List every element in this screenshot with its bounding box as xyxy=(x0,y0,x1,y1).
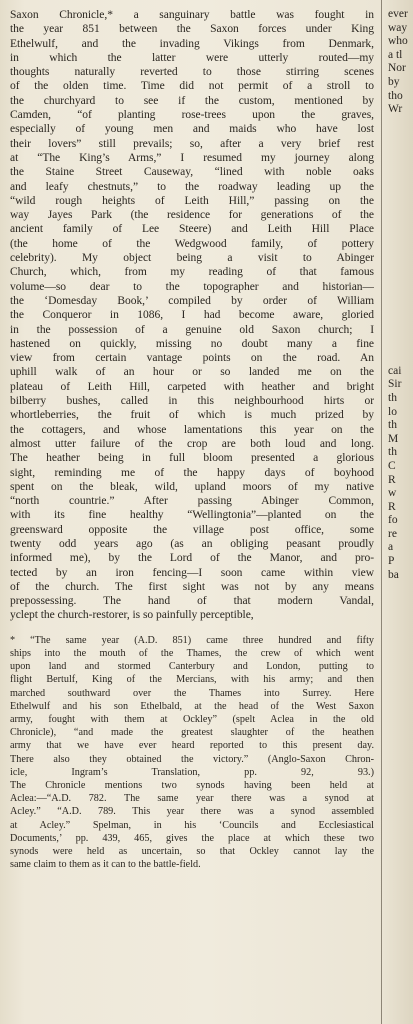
text-line: volume—so dear to the topographer and historian— xyxy=(10,280,374,293)
fragment-line: w xyxy=(388,487,397,500)
fragment-line: cai xyxy=(388,364,402,377)
fragment-line: Nor xyxy=(388,62,406,75)
text-line: almost utter failure of the crop are both loud and long. xyxy=(10,437,374,450)
text-line: uphill walk of an hour or so landed me on the xyxy=(10,366,374,379)
footnote-line: army that we have ever heard reported to this present day. xyxy=(10,740,374,752)
footnote-line: Chronicle), “and made the greatest slaughter of the heathen xyxy=(10,727,374,739)
fragment-line: fo xyxy=(388,514,398,527)
footnote-line: Documents,’ pp. 439, 465, gives the place at which these two xyxy=(10,832,374,844)
text-line: in the possession of a genuine old Saxon church; I xyxy=(10,323,374,336)
text-line: celebrity). My object being a visit to Abinger xyxy=(10,252,374,265)
fragment-line: re xyxy=(388,527,397,540)
text-line: the churchyard to see if the custom, mentioned by xyxy=(10,94,374,107)
text-line: “wild rough heights of Leith Hill,” passing on the xyxy=(10,194,374,207)
text-line: the cottagers, and whose lamentations this year on the xyxy=(10,423,374,436)
fragment-line: th xyxy=(388,419,397,432)
article-body xyxy=(10,8,374,623)
right-fragment-middle xyxy=(388,365,413,583)
adjacent-column-fragment xyxy=(388,8,413,582)
text-line: hastened on quickly, missing no doubt many a fine xyxy=(10,337,374,350)
fragment-line: Sir xyxy=(388,378,402,391)
footnote xyxy=(10,634,374,872)
fragment-line: a xyxy=(388,541,394,554)
text-line: whortleberries, the fruit of which is much prized by xyxy=(10,409,374,422)
fragment-line: R xyxy=(388,473,396,486)
text-line: of the church. The first sight was not by any means xyxy=(10,580,374,593)
text-line: of the olden time. Time did not permit of a stroll to xyxy=(10,80,374,93)
fragment-line: a tl xyxy=(388,48,403,61)
main-column xyxy=(10,8,374,871)
fragment-line: way xyxy=(388,21,408,34)
text-line: in which the latter were utterly routed—my xyxy=(10,51,374,64)
text-line: “north countrie.” After passing Abinger Common, xyxy=(10,495,374,508)
text-line: the year 851 between the Saxon forces under King xyxy=(10,23,374,36)
text-line: the ‘Domesday Book,’ compiled by order of William xyxy=(10,294,374,307)
text-line: Church, which, from my reading of that famous xyxy=(10,266,374,279)
footnote-line: at Acley.” Spelman, in his ‘Councils and Ecclesiastical xyxy=(10,819,374,831)
fragment-line: ever xyxy=(388,8,408,20)
text-line: spent on the bleak, wild, upland moors of my native xyxy=(10,480,374,493)
text-line: bilberry bushes, called in this neighbourhood hirts or xyxy=(10,395,374,408)
footnote-line: army, fought with them at Ockley” (spelt Aclea in the old xyxy=(10,713,374,725)
fragment-line: R xyxy=(388,500,396,513)
text-line: (the home of the Wedgwood family, of pottery xyxy=(10,237,374,250)
fragment-line: P xyxy=(388,555,395,568)
column-rule xyxy=(381,0,382,1024)
text-line: ancient family of Lee Steere) and Leith Hill Place xyxy=(10,223,374,236)
text-line: The heather being in full bloom presented a glorious xyxy=(10,452,374,465)
text-line: thoughts naturally reverted to those stirring scenes xyxy=(10,66,374,79)
text-line: greensward opposite the village post office, some xyxy=(10,523,374,536)
footnote-line: flight Bertulf, King of the Mercians, with his army; and then xyxy=(10,674,374,686)
footnote-line: same claim to them as it can to the battle-field. xyxy=(10,859,201,871)
text-line: sight, reminding me of the happy days of boyhood xyxy=(10,466,374,479)
text-line: plateau of Leith Hill, carpeted with heather and bright xyxy=(10,380,374,393)
right-fragment-gap xyxy=(388,117,413,365)
text-line: and leafy chestnuts,” to the roadway leading up the xyxy=(10,180,374,193)
text-line: way Jayes Park (the residence for generations of the xyxy=(10,209,374,222)
fragment-line: th xyxy=(388,391,397,404)
text-line: the Conqueror in 1086, I had become aware, gloried xyxy=(10,309,374,322)
footnote-line: The Chronicle mentions two synods having been held at xyxy=(10,780,374,791)
text-line: twenty odd years ago (as an obliging peasant proudly xyxy=(10,537,374,550)
footnote-line: upon land and stormed Canterbury and London, putting to xyxy=(10,661,374,673)
fragment-line: th xyxy=(388,446,397,459)
text-line: Ethelwulf, and the invading Vikings from Denmark, xyxy=(10,37,374,50)
footnote-line: Aclea:—“A.D. 782. The same year there was a synod at xyxy=(10,793,374,805)
fragment-line: lo xyxy=(388,405,397,418)
text-line: informed me), by the Lord of the Manor, and pro- xyxy=(10,552,374,565)
fragment-line: tho xyxy=(388,89,403,102)
fragment-line: C xyxy=(388,459,396,472)
text-line: prepossessing. The hand of that modern Vandal, xyxy=(10,595,374,608)
text-line: their lovers” still prevails; so, after a very brief rest xyxy=(10,137,374,150)
footnote-line: There also they obtained the victory.” (Anglo-Saxon Chron- xyxy=(10,753,374,765)
fragment-line: ba xyxy=(388,568,399,581)
fragment-line: by xyxy=(388,75,400,88)
text-line: at “The King’s Arms,” I resumed my journey along xyxy=(10,151,374,164)
text-line: tected by an iron fencing—I soon came within view xyxy=(10,566,374,579)
text-line: the Staine Street Causeway, “lined with noble oaks xyxy=(10,166,374,179)
fragment-line: M xyxy=(388,432,399,445)
footnote-line: Ethelwulf and his son Ethelbald, at the head of the West Saxon xyxy=(10,700,374,712)
text-line: especially of young men and maids who have lost xyxy=(10,123,374,136)
text-line: yclept the church-restorer, is so painfully perceptible, xyxy=(10,609,254,622)
right-fragment-top xyxy=(388,8,413,117)
text-line: view from certain vantage points on the road. An xyxy=(10,352,374,365)
footnote-line: Acley.” “A.D. 789. This year there was a synod assembled xyxy=(10,806,374,818)
text-line: with its fine healthy “Wellingtonia”—planted on the xyxy=(10,509,374,522)
footnote-line: ships into the mouth of the Thames, the crew of which went xyxy=(10,647,374,659)
footnote-line: icle, Ingram’s Translation, pp. 92, 93.) xyxy=(10,766,374,778)
footnote-separator xyxy=(10,629,374,630)
text-line: Camden, “of planting rose-trees upon the graves, xyxy=(10,109,374,122)
text-line: Saxon Chronicle,* a sanguinary battle was fought in xyxy=(10,9,374,21)
fragment-line: Wr xyxy=(388,103,403,116)
footnote-line: * “The same year (A.D. 851) came three hundred and fifty xyxy=(10,634,374,646)
footnote-line: synods were held as uncertain, so that Ockley cannot lay the xyxy=(10,846,374,858)
footnote-line: marched southward over the Thames into Surrey. Here xyxy=(10,687,374,699)
fragment-line: who xyxy=(388,35,408,48)
